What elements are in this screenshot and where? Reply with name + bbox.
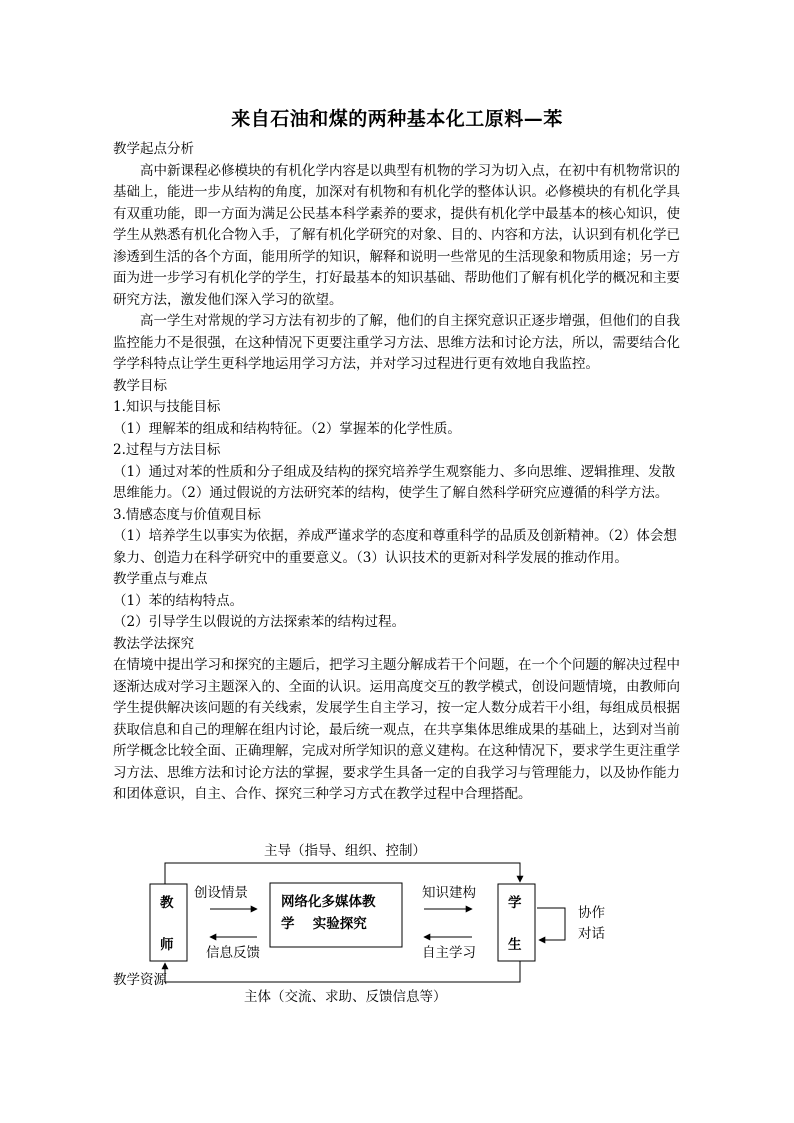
top-arrow	[165, 863, 520, 884]
goal2-text: （1）通过对苯的性质和分子组成及结构的探究培养学生观察能力、多向思维、逻辑推理、发散思维能力。（2）通过假说的方法研究苯的结构，使学生了解自然科学研究应遵循的科学方法。	[113, 463, 676, 501]
goal2-heading: 2.过程与方法目标	[113, 442, 221, 458]
self-learning-label: 自主学习	[422, 945, 476, 961]
teacher-label-2: 师	[160, 937, 174, 953]
method-text: 在情境中提出学习和探究的主题后，把学习主题分解成若干个问题，在一个个问题的解决过程中逐渐达成对学习主题深入的、全面的认识。运用高度交互的教学模式，创设问题情境，由教师向学生提供解决该问题的有关线索，发展学生自主学习，按一定人数分成若干小组，每组成员根据获取信息和自己的理解在组内讨论，最后统一观点，在共享集体思维成果的基础上，达到对当前所学概念比较全面、正确理解，完成对所学知识的意义建构。在这种情况下，要求学生更注重学习方法、思维方法和讨论方法的掌握，要求学生具备一定的自我学习与管理能力，以及协作能力和团体意识，自主、合作、探究三种学习方式在教学过程中合理搭配。	[113, 657, 680, 802]
diagram-bottom-label: 主体（交流、求助、反馈信息等）	[244, 989, 447, 1005]
center-label-2: 学 实验探究	[281, 916, 367, 932]
student-label-2: 生	[508, 937, 522, 953]
paragraph-start-1: 高中新课程必修模块的有机化学内容是以典型有机物的学习为切入点，在初中有机物常识的基础上，能进一步从结构的角度，加深对有机物和有机化学的整体认识。必修模块的有机化学具有双重功能，即一方面为满足公民基本科学素养的要求，提供有机化学中最基本的核心知识，使学生从熟悉有机化合物入手，了解有机化学研究的对象、目的、内容和方法，认识到有机化学已渗透到生活的各个方面，能用所学的知识，解释和说明一些常见的生活现象和物质用途；另一方面为进一步学习有机化学的学生，打好最基本的知识基础、帮助他们了解有机化学的概况和主要研究方法，激发他们深入学习的欲望。	[113, 162, 680, 308]
bottom-arrow	[165, 961, 520, 982]
dialogue-label: 对话	[578, 926, 605, 942]
key-point-2: （2）引导学生以假说的方法探索苯的结构过程。	[113, 614, 406, 630]
cooperate-label: 协作	[578, 905, 605, 921]
section-heading-resources: 教学资源	[113, 972, 167, 988]
student-label-1: 学	[508, 895, 522, 911]
goal3-heading: 3.情感态度与价值观目标	[113, 506, 261, 523]
knowledge-build-label: 知识建构	[422, 885, 476, 901]
key-point-1: （1）苯的结构特点。	[113, 592, 244, 609]
section-heading-method: 教法学法探究	[113, 635, 194, 652]
goal1-heading: 1.知识与技能目标	[113, 399, 221, 415]
center-label-1: 网络化多媒体教	[281, 894, 376, 910]
document-title: 来自石油和煤的两种基本化工原料—苯	[231, 108, 563, 130]
goal1-text: （1）理解苯的组成和结构特征。（2）掌握苯的化学性质。	[113, 420, 461, 437]
cooperate-arrow	[537, 908, 565, 940]
teacher-label-1: 教	[160, 895, 174, 911]
create-scene-label: 创设情景	[194, 885, 248, 901]
section-heading-goals: 教学目标	[113, 377, 167, 394]
goal3-text: （1）培养学生以事实为依据，养成严谨求学的态度和尊重科学的品质及创新精神。（2）体会想象力、创造力在科学研究中的重要意义。（3）认识技术的更新对科学发展的推动作用。	[113, 528, 677, 566]
info-feedback-label: 信息反馈	[206, 945, 260, 961]
section-heading-start: 教学起点分析	[113, 141, 194, 157]
paragraph-start-2: 高一学生对常规的学习方法有初步的了解，他们的自主探究意识正逐步增强，但他们的自我监控能力不是很强，在这种情况下更要注重学习方法、思维方法和讨论方法，所以，需要结合化学学科特点让学生更科学地运用学习方法，并对学习过程进行更有效地自我监控。	[113, 313, 680, 372]
section-heading-key: 教学重点与难点	[113, 571, 208, 587]
diagram-top-label: 主导（指导、组织、控制）	[264, 843, 426, 859]
